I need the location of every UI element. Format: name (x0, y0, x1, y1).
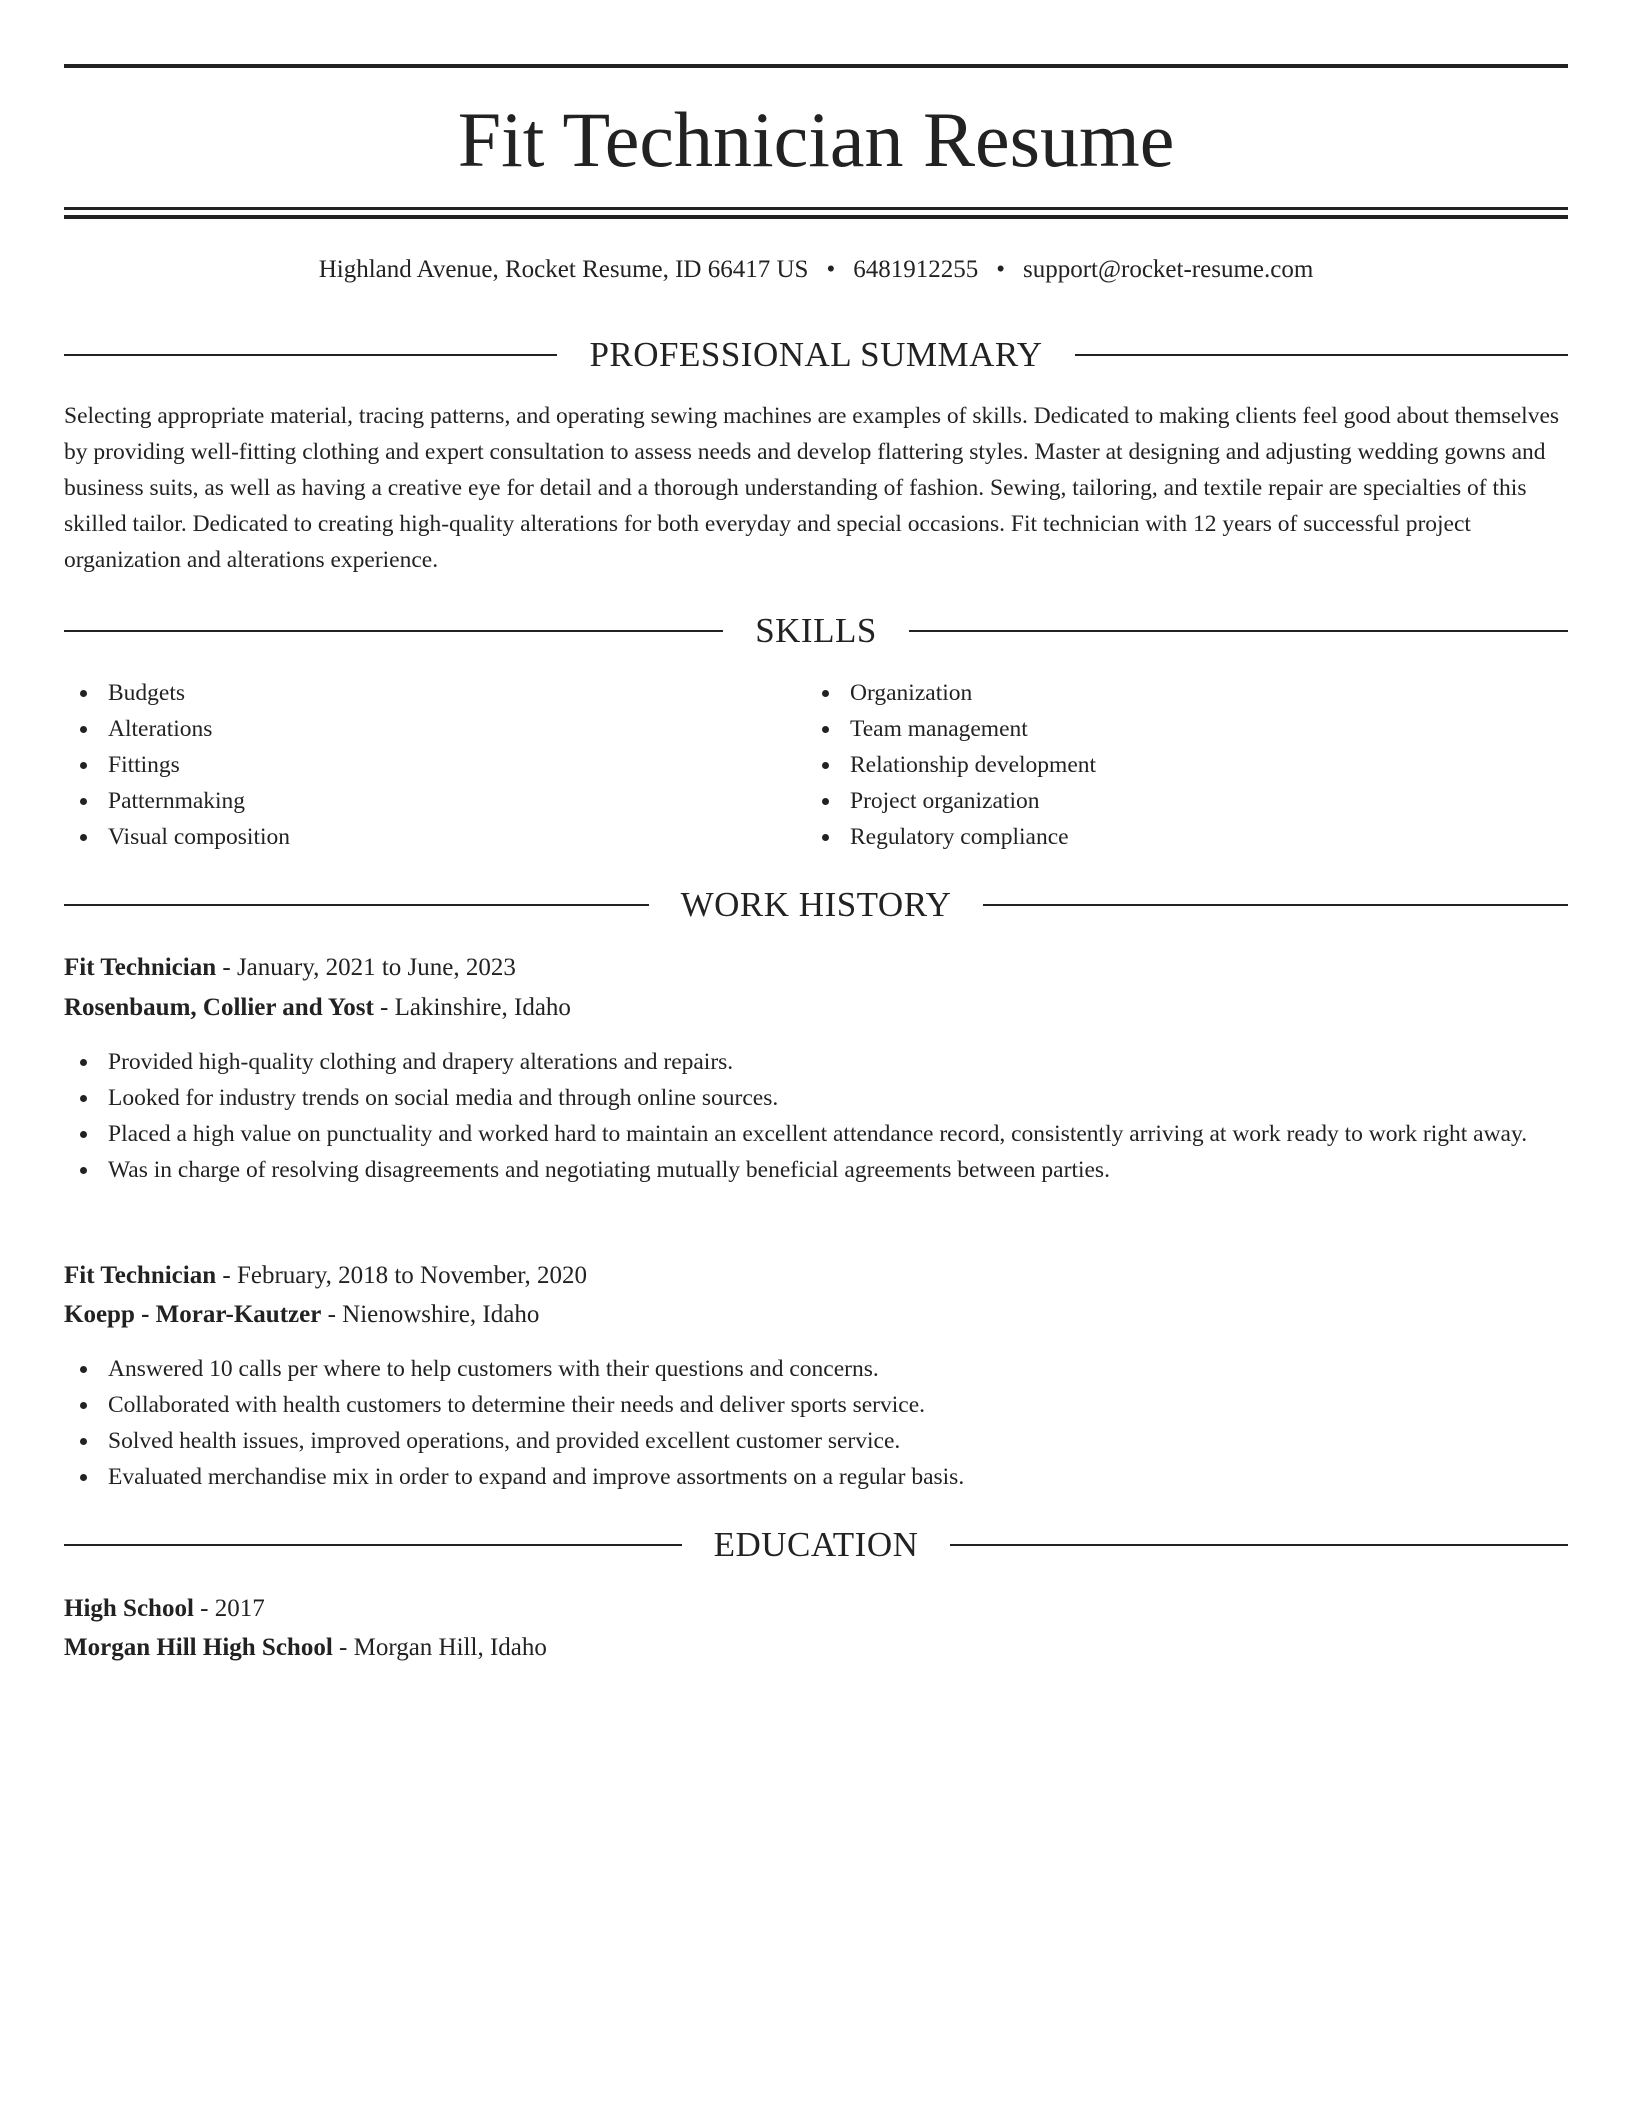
resume-title: Fit Technician Resume (457, 96, 1175, 183)
section-title: PROFESSIONAL SUMMARY (589, 335, 1043, 374)
contact-line (64, 252, 1568, 288)
job-company: Koepp - Morar-Kautzer (64, 1301, 322, 1328)
skill-item: Alterations (64, 711, 290, 747)
section-title: EDUCATION (713, 1525, 919, 1564)
heading-rule (983, 904, 1568, 906)
job-dates: - January, 2021 to June, 2023 (216, 954, 516, 981)
heading-rule (950, 1544, 1568, 1546)
job-company: Rosenbaum, Collier and Yost (64, 994, 374, 1021)
heading-rule (64, 354, 557, 356)
skill-item: Visual composition (64, 819, 290, 855)
heading-rule (64, 904, 649, 906)
skill-item: Patternmaking (64, 783, 290, 819)
education-year: - 2017 (193, 1595, 265, 1622)
job-title: Fit Technician (64, 1262, 217, 1289)
heading-rule (64, 1544, 682, 1546)
heading-rule (64, 630, 723, 632)
heading-rule (909, 630, 1568, 632)
work-section-heading (64, 881, 1568, 929)
job-bullet: Placed a high value on punctuality and worked hard to maintain an excellent attendance record, consistently arriving at work ready to work right away. (64, 1116, 1568, 1152)
header-bottom-rule (64, 207, 1568, 210)
skill-item: Project organization (806, 783, 1096, 819)
header-bottom-rule-2 (64, 215, 1568, 219)
skills-list-right (806, 675, 1096, 855)
job-bullets (64, 1351, 1568, 1495)
job-title-line (64, 1256, 1568, 1296)
job-dates: - February, 2018 to November, 2020 (216, 1262, 588, 1289)
job-location: - Lakinshire, Idaho (373, 994, 571, 1021)
job-company-line (64, 988, 1568, 1028)
heading-rule (1075, 354, 1568, 356)
job-bullets (64, 1044, 1568, 1188)
job-company-line (64, 1295, 1568, 1335)
section-title: WORK HISTORY (680, 885, 952, 924)
header-top-rule (64, 64, 1568, 68)
education-school-line (64, 1628, 1568, 1668)
skills-list-left (64, 675, 290, 855)
education-degree-line (64, 1589, 1568, 1629)
job-title-line (64, 948, 1568, 988)
contact-separator: • (826, 256, 836, 283)
skill-item: Budgets (64, 675, 290, 711)
section-title: SKILLS (755, 611, 877, 650)
contact-phone: 6481912255 (853, 256, 979, 283)
contact-separator: • (996, 256, 1005, 283)
education-school: Morgan Hill High School (64, 1634, 333, 1661)
job-bullet: Was in charge of resolving disagreements and negotiating mutually beneficial agreements between parties. (64, 1152, 1568, 1188)
job-bullet: Looked for industry trends on social media and through online sources. (64, 1080, 1568, 1116)
skill-item: Organization (806, 675, 1096, 711)
skill-item: Relationship development (806, 747, 1096, 783)
job-bullet: Answered 10 calls per where to help customers with their questions and concerns. (64, 1351, 1568, 1387)
skill-item: Fittings (64, 747, 290, 783)
summary-section-heading (64, 331, 1568, 379)
job-title: Fit Technician (64, 954, 217, 981)
education-degree: High School (64, 1595, 194, 1622)
job-bullet: Provided high-quality clothing and drapery alterations and repairs. (64, 1044, 1568, 1080)
contact-address: Highland Avenue, Rocket Resume, ID 66417 US (318, 256, 809, 283)
education-section-heading (64, 1521, 1568, 1569)
skill-item: Regulatory compliance (806, 819, 1096, 855)
job-bullet: Evaluated merchandise mix in order to expand and improve assortments on a regular basis. (64, 1459, 1568, 1495)
summary-text: Selecting appropriate material, tracing patterns, and operating sewing machines are examples of skills. Dedicated to making clients feel good about themselves by providing well-fitting clothing and expert consultation to assess needs and develop flattering styles. Master at designing and adjusting wedding gowns and business suits, as well as having a creative eye for detail and a thorough understanding of fashion. Sewing, tailoring, and textile repair are specialties of this skilled tailor. Dedicated to creating high-quality alterations for both everyday and special occasions. Fit technician with 12 years of successful project organization and alterations experience. (64, 403, 1560, 573)
job-bullet: Solved health issues, improved operations, and provided excellent customer service. (64, 1423, 1568, 1459)
education-location: - Morgan Hill, Idaho (332, 1634, 547, 1661)
job-bullet: Collaborated with health customers to determine their needs and deliver sports service. (64, 1387, 1568, 1423)
contact-email: support@rocket-resume.com (1022, 256, 1314, 283)
skill-item: Team management (806, 711, 1096, 747)
skills-section-heading (64, 607, 1568, 655)
job-location: - Nienowshire, Idaho (321, 1301, 540, 1328)
